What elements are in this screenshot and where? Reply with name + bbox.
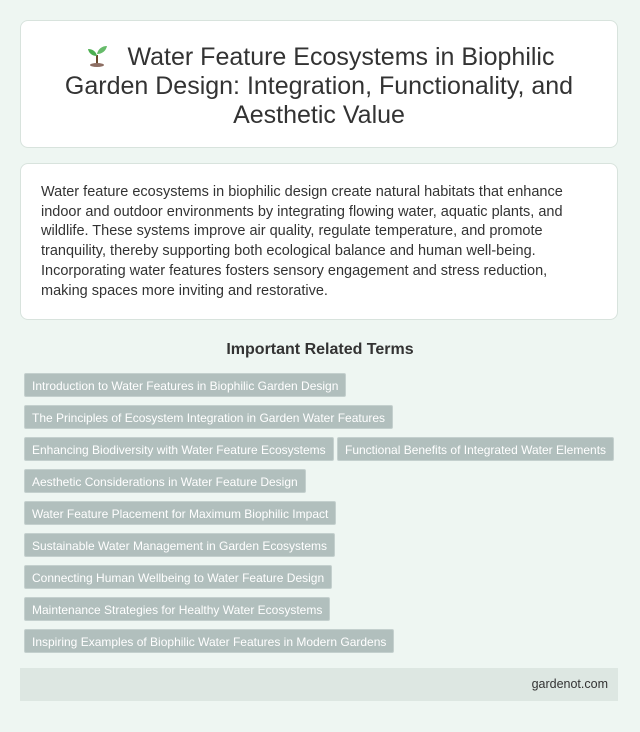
related-term-tag[interactable]: Introduction to Water Features in Biophilic Garden Design <box>24 373 346 397</box>
related-term-tag[interactable]: Water Feature Placement for Maximum Biophilic Impact <box>24 501 336 525</box>
related-term-tag[interactable]: The Principles of Ecosystem Integration in Garden Water Features <box>24 405 393 429</box>
related-term-tag[interactable]: Aesthetic Considerations in Water Feature Design <box>24 469 306 493</box>
related-terms-heading: Important Related Terms <box>226 341 414 358</box>
related-term-tag[interactable]: Inspiring Examples of Biophilic Water Features in Modern Gardens <box>24 629 394 653</box>
related-term-tag[interactable]: Enhancing Biodiversity with Water Feature Ecosystems <box>24 437 334 461</box>
page-title-text: Water Feature Ecosystems in Biophilic Garden Design: Integration, Functionality, and Aesthetic Value <box>64 43 574 129</box>
sprout-icon <box>83 43 111 67</box>
related-term-tag[interactable]: Maintenance Strategies for Healthy Water Ecosystems <box>24 597 330 621</box>
title-card <box>20 20 618 148</box>
related-term-tag[interactable]: Connecting Human Wellbeing to Water Feature Design <box>24 565 332 589</box>
footer <box>20 668 618 701</box>
footer-site-link[interactable]: gardenot.com <box>531 677 608 691</box>
related-term-tag[interactable]: Sustainable Water Management in Garden Ecosystems <box>24 533 335 557</box>
summary-card <box>20 163 618 320</box>
page-title <box>21 21 617 130</box>
related-term-tag[interactable]: Functional Benefits of Integrated Water Elements <box>337 437 614 461</box>
summary-text: Water feature ecosystems in biophilic design create natural habitats that enhance indoor and outdoor environments by integrating flowing water, aquatic plants, and wildlife. These systems improve air quality, regulate temperature, and promote tranquility, thereby supporting both ecological balance and human well-being. Incorporating water features fosters sensory engagement and stress reduction, making spaces more inviting and restorative. <box>41 184 563 299</box>
